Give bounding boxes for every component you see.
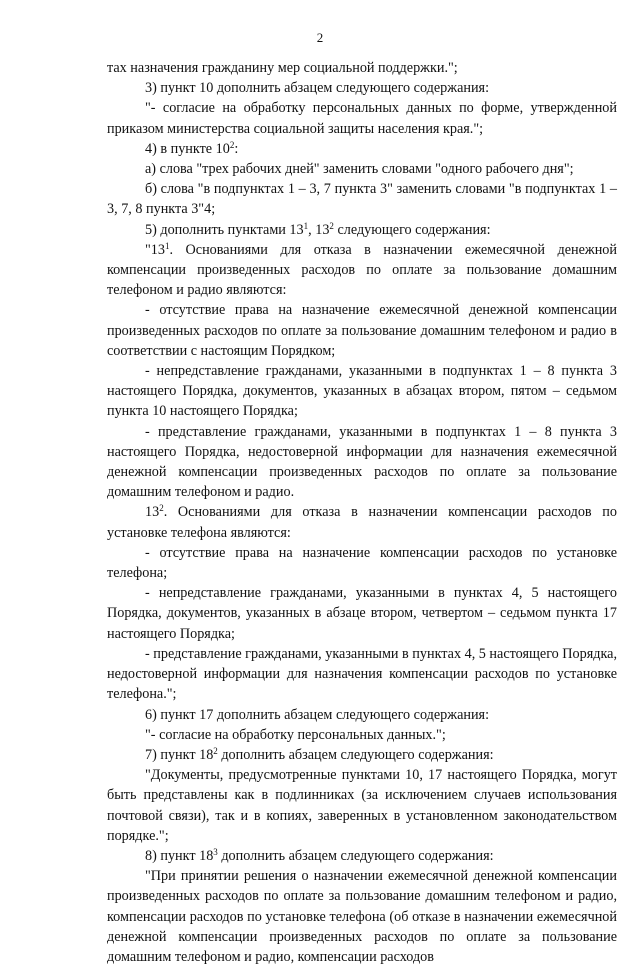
paragraph-p01: тах назначения гражданину мер социальной поддержки."; [107, 60, 458, 76]
superscript-index: 1 [164, 240, 170, 251]
paragraph-p15: - представление гражданами, указанными в пунктах 4, 5 настоящего Порядка, недостоверной информации для назначения компенсации расходов по установке телефона."; [107, 645, 618, 703]
paragraph-p08: "$13^1$. Основаниями для отказа в назначении ежемесячной денежной компенсации произведенных расходов по оплате за пользование домашним телефоном и радио являются: [107, 240, 617, 299]
paragraph-p05: а) слова "трех рабочих дней" заменить словами "одного рабочего дня"; [145, 161, 574, 178]
superscript-index: 2 [213, 745, 218, 756]
paragraph-p14: - непредставление гражданами, указанными в пунктах 4, 5 настоящего Порядка, документов, указанных в абзаце втором, четвертом – седьмом пункта 17 настоящего Порядка; [107, 585, 617, 642]
paragraph-p20: 8) пункт $18^3$ дополнить абзацем следующего содержания: [145, 846, 494, 864]
paragraph-p19: "Документы, предусмотренные пунктами 10, 17 настоящего Порядка, могут быть представлены как в подлинниках (за исключением случаев использования почтовой связи), так и в копиях, заверенных в установленном законодательством порядке."; [107, 767, 617, 844]
paragraph-p02: 3) пункт 10 дополнить абзацем следующего содержания: [145, 80, 490, 97]
paragraph-p04: 4) в пункте $10^2$: [145, 139, 239, 157]
superscript-index: 3 [213, 846, 218, 857]
superscript-index: 1 [303, 220, 309, 231]
paragraph-p18: 7) пункт $18^2$ дополнить абзацем следующего содержания: [145, 745, 494, 763]
superscript-index: 2 [329, 220, 334, 231]
paragraph-p06: б) слова "в подпунктах 1 – 3, 7 пункта 3" заменить словами "в подпунктах 1 – 3, 7, 8 пункта 3"4; [107, 181, 617, 218]
paragraph-p21: "При принятии решения о назначении ежемесячной денежной компенсации произведенных расходов по оплате за пользование домашним телефоном и радио, компенсации расходов по установке телефона (об отказе в назначении ежемесячной денежной компенсации произведенных расходов по оплате за пользование домашним телефоном и радио, компенсации расходов [107, 868, 617, 965]
paragraph-p12: $13^2$. Основаниями для отказа в назначении компенсации расходов по установке телефона являются: [107, 503, 617, 541]
page-number: 2 [316, 30, 324, 45]
superscript-index: 2 [229, 139, 235, 150]
paragraph-p07: 5) дополнить пунктами $13^1$, $13^2$ следующего содержания: [145, 220, 491, 238]
paragraph-p13: - отсутствие права на назначение компенсации расходов по установке телефона; [107, 544, 617, 582]
paragraph-p11: - представление гражданами, указанными в подпунктах 1 – 8 пункта 3 настоящего Порядка, недостоверной информации для назначения ежемесячной денежной компенсации произведенных расходов по оплате за пользование домашним телефоном и радио. [107, 423, 617, 501]
superscript-index: 2 [159, 503, 164, 514]
paragraph-p10: - непредставление гражданами, указанными в подпунктах 1 – 8 пункта 3 настоящего Порядка, документов, указанных в абзацах втором, пятом – седьмом пункта 10 настоящего Порядка; [107, 363, 617, 420]
document-body [107, 58, 617, 967]
paragraph-p17: "- согласие на обработку персональных данных."; [145, 726, 446, 743]
paragraph-p16: 6) пункт 17 дополнить абзацем следующего содержания: [145, 706, 490, 723]
paragraph-p03: "- согласие на обработку персональных данных по форме, утвержденной приказом министерства социальной защиты населения края."; [107, 100, 617, 137]
paragraph-p09: - отсутствие права на назначение ежемесячной денежной компенсации произведенных расходов по оплате за пользование домашним телефоном и радио в соответствии с настоящим Порядком; [107, 302, 617, 359]
